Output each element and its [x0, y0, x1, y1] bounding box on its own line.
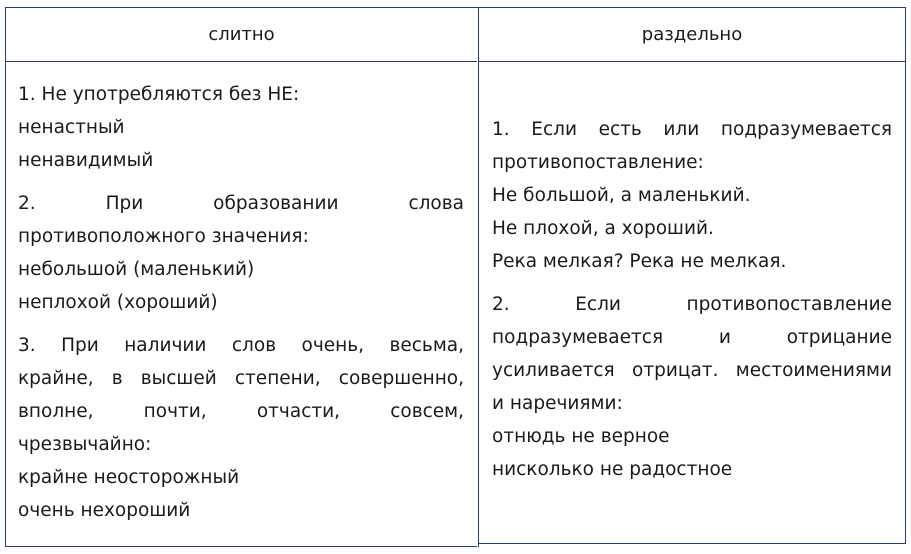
- fused-rule-2-title: 2. При образовании слова: [18, 193, 464, 214]
- table-border-right: [905, 7, 906, 544]
- fused-rule-3-example: крайне неосторожный: [18, 467, 240, 488]
- separate-rule-1-example: Река мелкая? Река не мелкая.: [492, 251, 787, 272]
- separate-rule-2-example: отнюдь не верное: [492, 426, 670, 447]
- separate-rule-1-example: Не большой, а маленький.: [492, 185, 751, 206]
- fused-rules-cell: [18, 78, 464, 527]
- table-border-bottom-right: [479, 543, 906, 544]
- separate-rule-1-title: 1. Если есть или подразумевается: [492, 119, 892, 140]
- fused-rule-3-example: очень нехороший: [18, 500, 191, 521]
- fused-rule-3-title: чрезвычайно:: [18, 434, 152, 455]
- separate-rule-2-title: и наречиями:: [492, 393, 623, 414]
- fused-rule-1-title: 1. Не употребляются без НЕ:: [18, 84, 300, 105]
- separate-rule-2-example: нисколько не радостное: [492, 459, 733, 480]
- column-divider: [478, 7, 479, 547]
- separate-rule-2-title: усиливается отрицат. местоимениями: [492, 360, 892, 381]
- separate-rule-2-title: 2. Если противопоставление: [492, 294, 892, 315]
- table-border-left: [5, 7, 6, 547]
- fused-rule-2-example: небольшой (маленький): [18, 259, 255, 280]
- header-separate: раздельно: [641, 23, 743, 45]
- separate-rule-1-example: Не плохой, а хороший.: [492, 218, 714, 239]
- fused-rule-1-example: ненавидимый: [18, 150, 154, 171]
- table-border-bottom-left: [5, 546, 477, 547]
- fused-rule-2-title: противоположного значения:: [18, 226, 309, 247]
- header-divider-right: [479, 61, 906, 62]
- fused-rule-3-title: крайне, в высшей степени, совершенно,: [18, 368, 464, 389]
- fused-rule-3-title: вполне, почти, отчасти, совсем,: [18, 401, 464, 422]
- fused-rule-1-example: ненастный: [18, 117, 125, 138]
- fused-rule-3-title: 3. При наличии слов очень, весьма,: [18, 335, 464, 356]
- separate-rule-1-title: противопоставление:: [492, 152, 704, 173]
- header-fused: слитно: [208, 23, 275, 45]
- fused-rule-2-example: неплохой (хороший): [18, 292, 218, 313]
- header-divider-left: [5, 61, 477, 62]
- separate-rules-cell: [492, 113, 892, 486]
- separate-rule-2-title: подразумевается и отрицание: [492, 327, 892, 348]
